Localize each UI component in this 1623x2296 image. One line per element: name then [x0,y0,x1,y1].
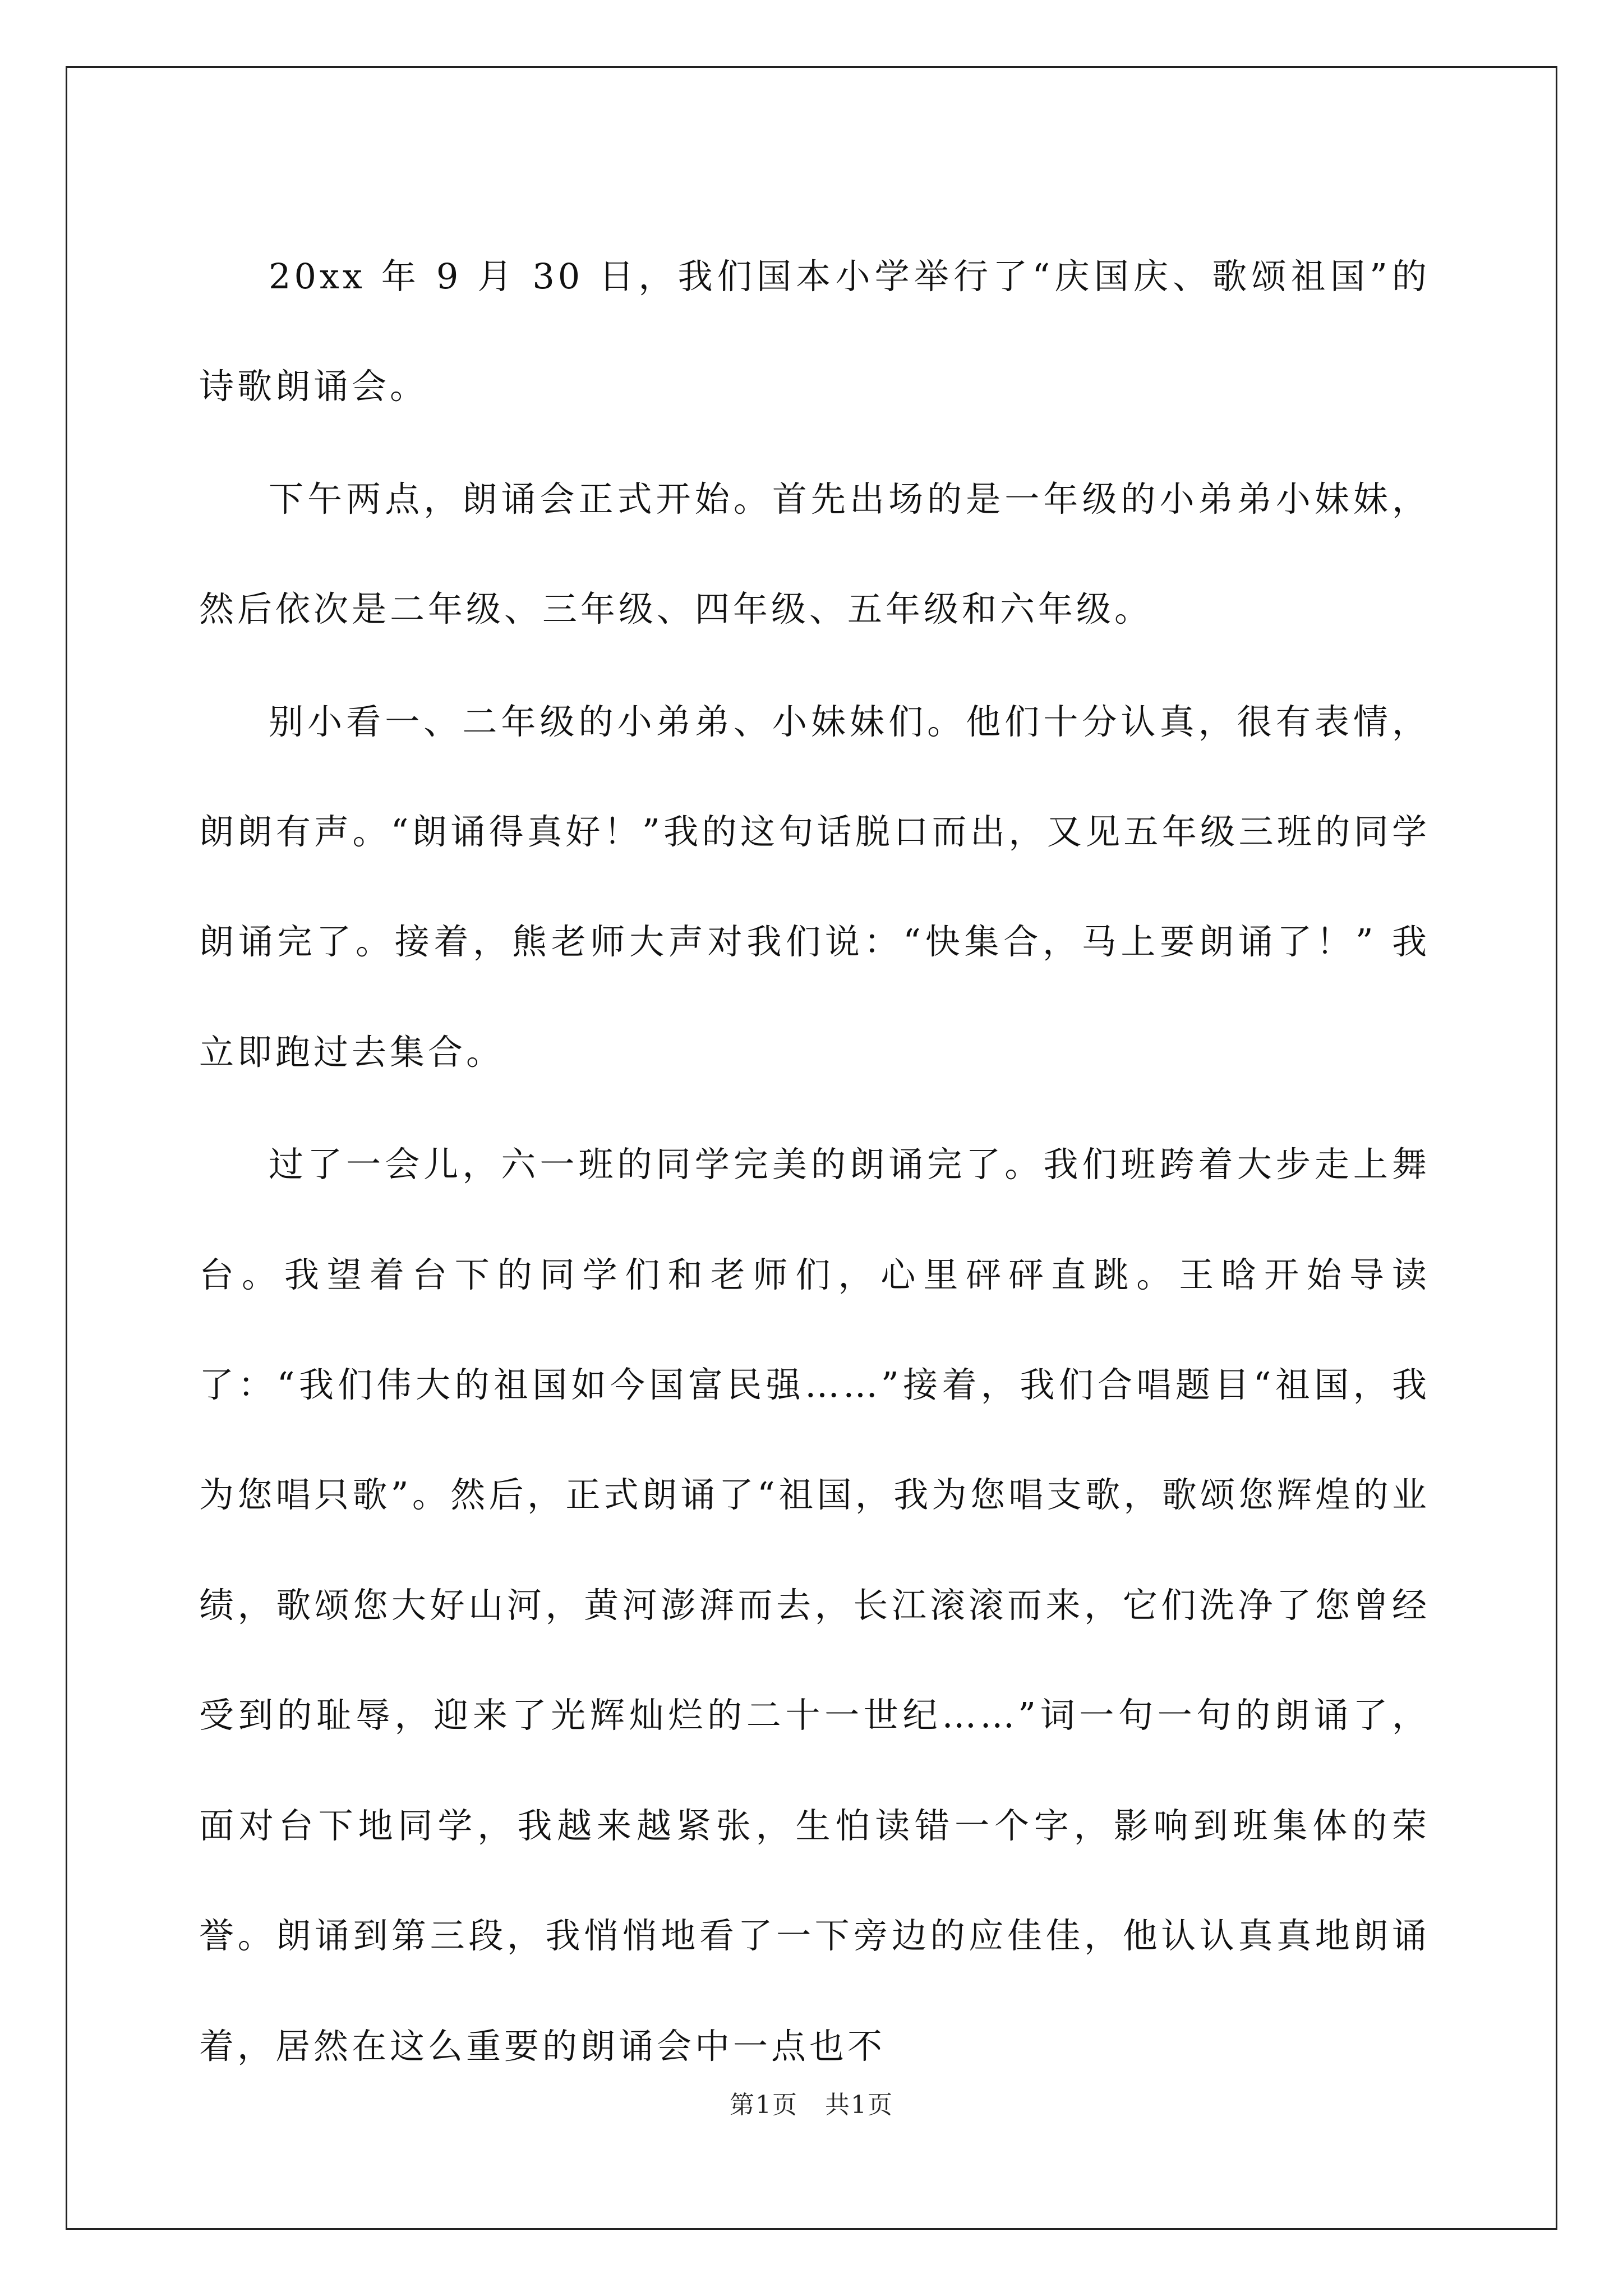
page-footer [0,2085,1623,2120]
paragraph-4: 过了一会儿，六一班的同学完美的朗诵完了。我们班跨着大步走上舞台。我望着台下的同学们和老师们，心里砰砰直跳。王晗开始导读了：“我们伟大的祖国如今国富民强……”接着，我们合唱题目“祖国，我为您唱只歌”。然后，正式朗诵了“祖国，我为您唱支歌，歌颂您辉煌的业绩，歌颂您大好山河，黄河澎湃而去，长江滚滚而来，它们洗净了您曾经受到的耻辱，迎来了光辉灿烂的二十一世纪……”词一句一句的朗诵了，面对台下地同学，我越来越紧张，生怕读错一个字，影响到班集体的荣誉。朗诵到第三段，我悄悄地看了一下旁边的应佳佳，他认认真真地朗诵着，居然在这么重要的朗诵会中一点也不 [199,1144,1430,2067]
page-number: 第1页 [730,2091,798,2119]
paragraph-3: 别小看一、二年级的小弟弟、小妹妹们。他们十分认真，很有表情，朗朗有声。“朗诵得真好！”我的这句话脱口而出，又见五年级三班的同学朗诵完了。接着，熊老师大声对我们说：“快集合，马上要朗诵了！” 我立即跑过去集合。 [199,701,1430,1073]
paragraph-2: 下午两点，朗诵会正式开始。首先出场的是一年级的小弟弟小妹妹，然后依次是二年级、三年级、四年级、五年级和六年级。 [199,478,1430,630]
page-total: 共1页 [825,2091,893,2119]
document-body [199,222,1430,2104]
paragraph-1: 20xx 年 9 月 30 日，我们国本小学举行了“庆国庆、歌颂祖国”的诗歌朗诵会。 [199,256,1430,407]
